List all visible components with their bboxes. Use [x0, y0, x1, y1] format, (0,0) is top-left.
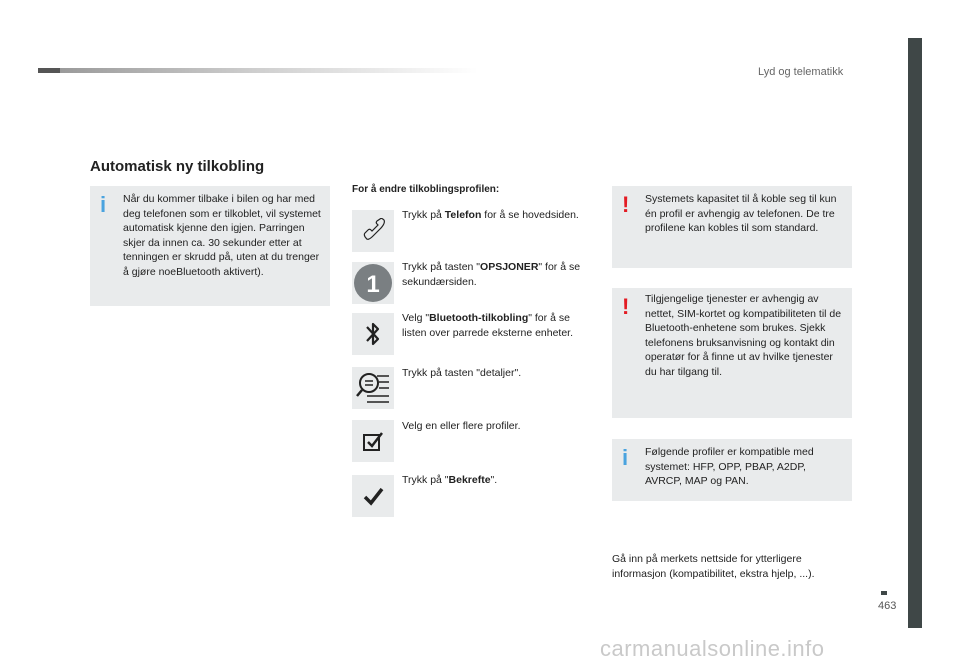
info-icon: i [622, 445, 629, 470]
step-3-text: Velg "Bluetooth-tilkobling" for å se listen over parrede eksterne enheter. [402, 312, 574, 339]
warning-note-2 [612, 288, 852, 418]
bluetooth-icon [352, 313, 394, 355]
section-title: Lyd og telematikk [758, 66, 844, 78]
intro-text: Når du kommer tilbake i bilen og har med deg telefonen som er tilkoblet, vil systemet automatisk kjenne den igjen. Parringen skjer da innen ca. 30 sekunder etter at tenningen er skrudd på, uten at du trenger å gjøre noeBluetooth aktivert). [123, 193, 321, 278]
step-4-text: Trykk på tasten "detaljer". [402, 367, 522, 379]
warning-note-1-text: Systemets kapasitet til å koble seg til kun én profil er avhengig av telefonen. De tre profilene kan kobles til som standard. [645, 193, 837, 234]
page-marker [881, 591, 887, 595]
info-note-text: Følgende profiler er kompatible med systemet: HFP, OPP, PBAP, A2DP, AVRCP, MAP og PAN. [645, 446, 814, 487]
number-1-badge [352, 262, 394, 304]
phone-icon [352, 210, 394, 252]
step-5-text: Velg en eller flere profiler. [402, 420, 521, 432]
info-icon: i [100, 192, 107, 217]
header-rule [38, 68, 478, 73]
warning-icon: ! [622, 192, 630, 217]
step-2-text: Trykk på tasten "OPSJONER" for å se sekundærsiden. [402, 261, 581, 288]
step-1-text: Trykk på Telefon for å se hovedsiden. [402, 209, 579, 221]
side-tab-bar [908, 38, 922, 628]
warning-note-1 [612, 186, 852, 268]
steps-heading: For å endre tilkoblingsprofilen: [352, 184, 500, 195]
warning-note-2-text: Tilgjengelige tjenester er avhengig av nettet, SIM-kortet og kompatibiliteten til de Bluetooth-enhetene som brukes. Sjekk telefonens bruksanvisning og kontakt din operatør for å finne ut av hvilke tjenester du har tilgang til. [645, 293, 842, 378]
checkbox-icon [352, 420, 394, 462]
svg-text:1: 1 [366, 271, 380, 298]
details-search-icon [352, 367, 394, 409]
step-6-text: Trykk på "Bekrefte". [402, 474, 498, 486]
footer-text: Gå inn på merkets nettside for ytterligere informasjon (kompatibilitet, ekstra hjelp, ...). [612, 553, 815, 580]
watermark: carmanualsonline.info [600, 636, 825, 661]
warning-icon: ! [622, 294, 630, 319]
page-number: 463 [878, 600, 897, 612]
info-note [612, 439, 852, 501]
page-title: Automatisk ny tilkobling [90, 158, 265, 175]
checkmark-icon [352, 475, 394, 517]
intro-info-box [90, 186, 330, 306]
